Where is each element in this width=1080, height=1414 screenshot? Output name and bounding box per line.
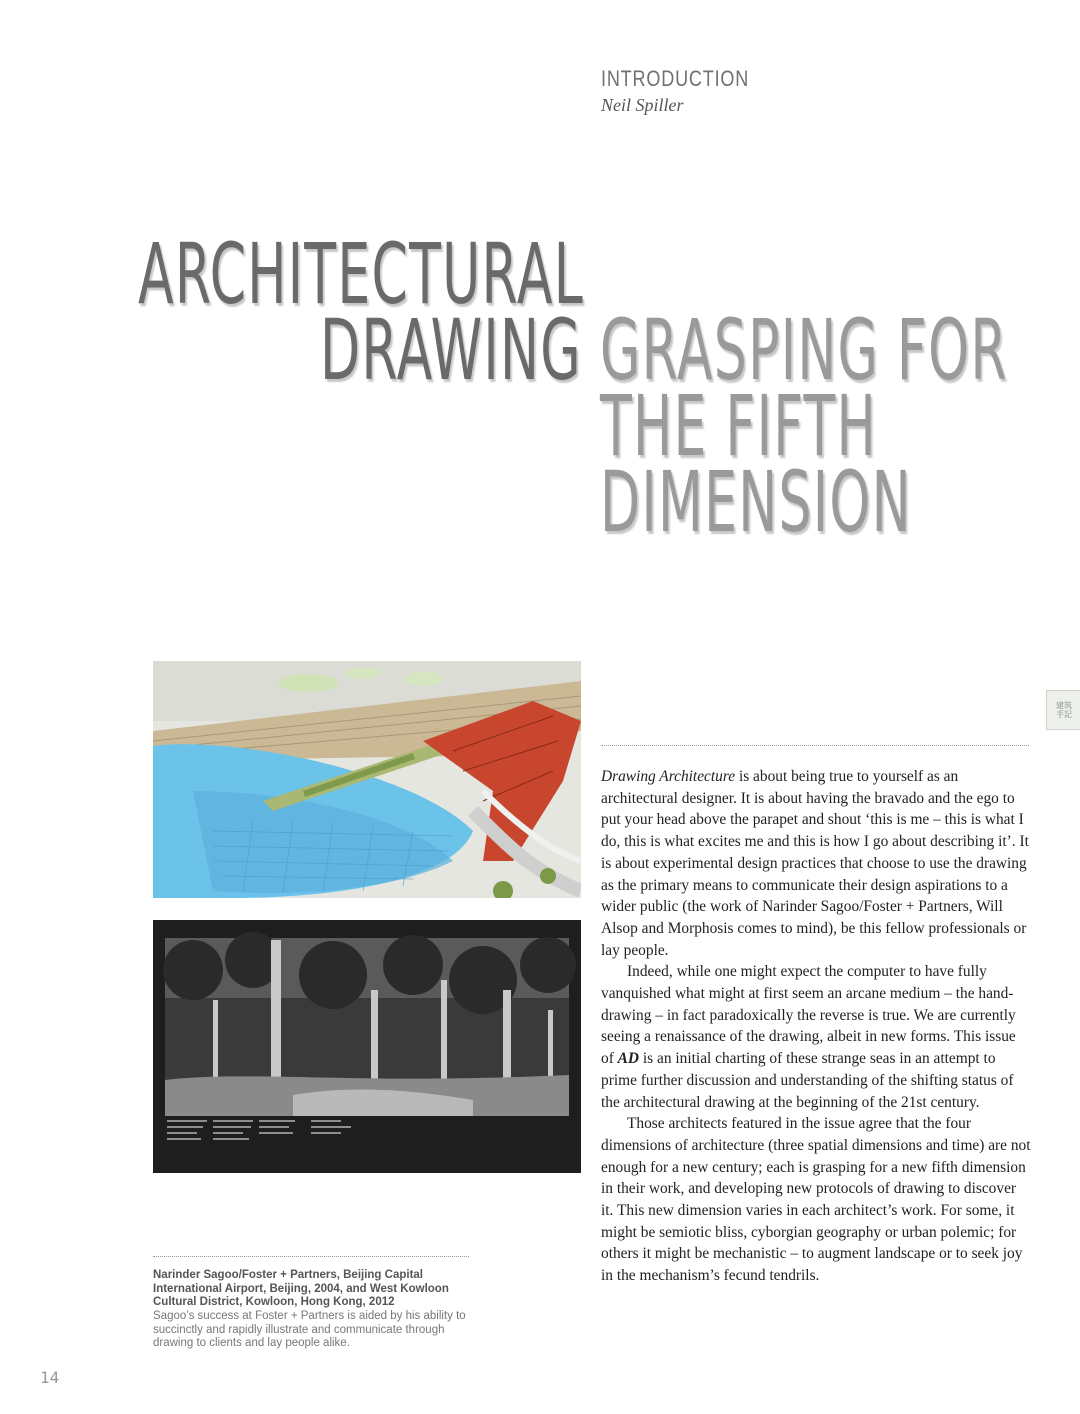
title-line-1: ARCHITECTURAL [138, 225, 584, 323]
side-tab-seal [1046, 690, 1080, 730]
paragraph-1: Drawing Architecture is about being true to yourself as an architectural designer. It is about having the bravado and the ego to put your head above the parapet and shout ‘this is me – this is what I do, this is what excites me and this is how I go about describing it’. It is about experimental design practices that choose to use the drawing as the primary means to communicate their design aspirations to a wider public (the work of Narinder Sagoo/Foster + Partners, Will Alsop and Morphosis comes to mind), be this fellow professionals or lay people. [601, 768, 1029, 959]
airport-rendering-image [153, 661, 581, 898]
ad-logo: AD [617, 1050, 640, 1068]
subtitle-line-3: DIMENSION [600, 453, 912, 551]
caption-divider [153, 1256, 469, 1257]
body-divider [601, 745, 1029, 746]
caption-body: Sagoo’s success at Foster + Partners is aided by his ability to succinctly and rapidly illustrate and communicate through drawing to clients and lay people alike. [153, 1310, 466, 1349]
page-number: 14 [40, 1368, 60, 1387]
subtitle-line-2: THE FIFTH [600, 377, 877, 475]
side-tab-text: 建筑手記 [1056, 701, 1072, 719]
author-name: Neil Spiller [601, 95, 684, 115]
title-line-2: DRAWING [320, 301, 582, 399]
paragraph-2: Indeed, while one might expect the computer to have fully vanquished what might at first seem an arcane medium – the hand-drawing – in fact paradoxically the reverse is true. We are currently seeing a renaissance of the drawing, albeit in new forms. This issue of AD is an initial charting of these strange seas in an attempt to prime further discussion and understanding of the shifting status of the architectural drawing at the beginning of the 21st century. [601, 963, 1016, 1111]
forest-drawing-image [153, 920, 581, 1173]
body-text [601, 766, 1031, 1287]
subtitle-line-1: GRASPING FOR [600, 301, 1008, 399]
caption-title: Narinder Sagoo/Foster + Partners, Beijing Capital International Airport, Beijing, 2004, and West Kowloon Cultural District, Kowloon, Hong Kong, 2012 [153, 1269, 449, 1308]
publication-title: Drawing Architecture [601, 768, 736, 785]
section-label: INTRODUCTION [601, 66, 750, 91]
paragraph-3: Those architects featured in the issue agree that the four dimensions of architecture (three spatial dimensions and time) are not enough for a new century; each is grasping for a new fifth dimension in their work, and developing new protocols of drawing to discover it. This new dimension varies in each architect’s work. For some, it might be semiotic bliss, cyborgian geography or urban polemic; for others it might be mechanistic – to augment landscape or to seek joy in the mechanism’s fecund tendrils. [601, 1115, 1031, 1285]
